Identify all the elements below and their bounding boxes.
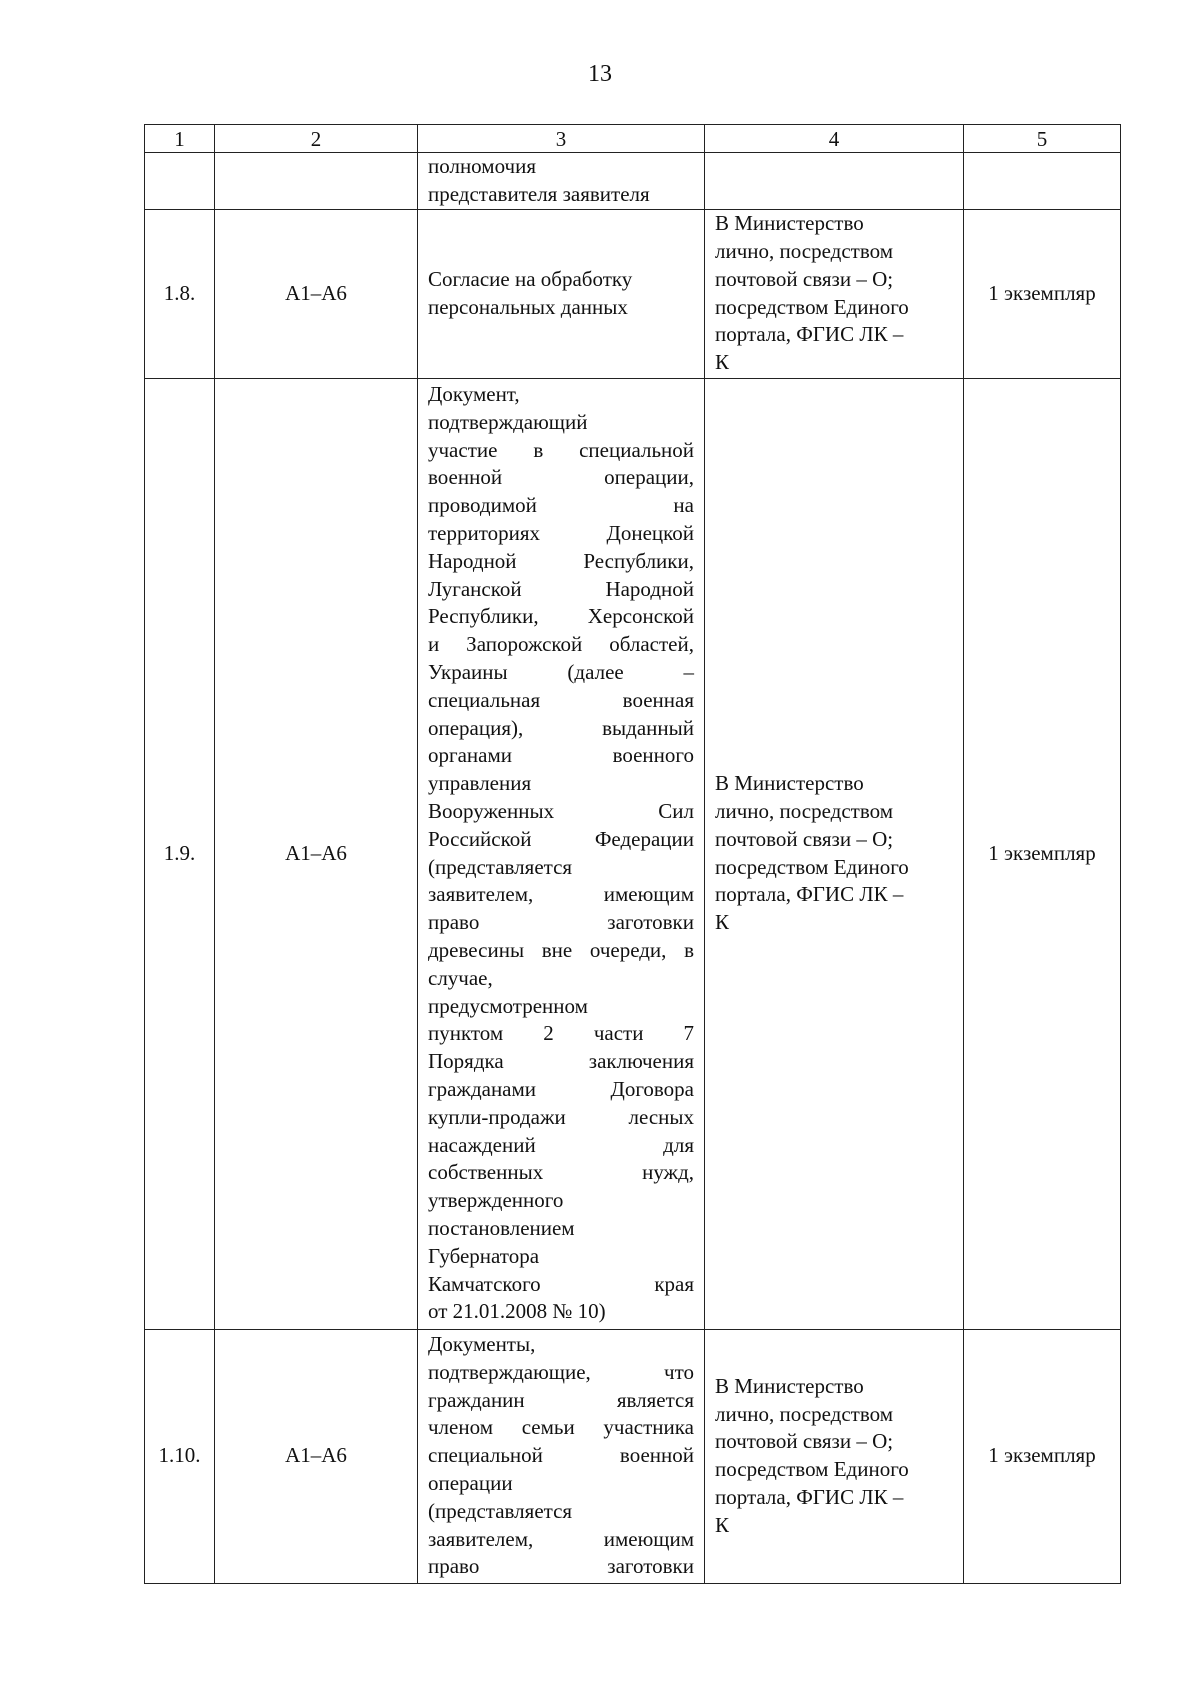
delivery-line: К	[715, 350, 730, 375]
description-line: гражданин является	[428, 1387, 694, 1412]
column-number-2: 2	[215, 125, 418, 153]
column-number-3: 3	[418, 125, 705, 153]
table-row	[145, 1329, 1121, 1583]
description-line: Камчатского края	[428, 1271, 694, 1296]
description-line: насаждений для	[428, 1132, 694, 1157]
description-line: пунктом 2 части 7	[428, 1021, 694, 1046]
description-line: (представляется	[428, 1498, 573, 1523]
description-line: специальная военная	[428, 687, 694, 712]
description-line: право заготовки	[428, 1554, 694, 1579]
delivery-line: К	[715, 910, 730, 935]
description-line: Российской Федерации	[428, 826, 694, 851]
table-row	[145, 209, 1121, 378]
description-line: Губернатора	[428, 1243, 540, 1268]
description-line: персональных данных	[428, 294, 628, 319]
delivery-line: лично, посредством	[715, 1401, 893, 1426]
description-line: и Запорожской областей,	[428, 632, 694, 657]
applicant-codes-cell	[215, 153, 418, 210]
delivery-line: посредством Единого	[715, 1457, 909, 1482]
description-line: древесины вне очереди, в	[428, 937, 694, 962]
description-line: членом семьи участника	[428, 1415, 694, 1440]
description-line: военной операции,	[428, 465, 694, 490]
description-line: Вооруженных Сил	[428, 799, 694, 823]
description-line: предусмотренном	[428, 993, 588, 1018]
delivery-line: портала, ФГИС ЛК –	[715, 882, 904, 907]
delivery-method-cell	[705, 1329, 964, 1583]
description-line: заявителем, имеющим	[428, 1526, 694, 1551]
description-line: купли-продажи лесных	[428, 1104, 694, 1129]
applicant-codes-cell: А1–А6	[215, 378, 418, 1329]
description-line: право заготовки	[428, 910, 694, 935]
description-line: управления	[428, 771, 532, 796]
description-line: операция), выданный	[428, 715, 694, 740]
delivery-line: К	[715, 1512, 730, 1537]
description-line: операции	[428, 1470, 513, 1495]
delivery-line: почтовой связи – О;	[715, 266, 894, 291]
description-line: Украины (далее –	[428, 660, 694, 685]
column-number-1: 1	[145, 125, 215, 153]
description-line: (представляется	[428, 854, 573, 879]
column-number-row	[145, 125, 1121, 153]
applicant-codes-cell: А1–А6	[215, 1329, 418, 1583]
description-line: от 21.01.2008 № 10)	[428, 1299, 606, 1324]
description-line: заявителем, имеющим	[428, 882, 694, 907]
row-number-cell	[145, 153, 215, 210]
description-line: утвержденного	[428, 1188, 564, 1213]
column-number-4: 4	[705, 125, 964, 153]
delivery-method-cell	[705, 209, 964, 378]
copies-cell	[964, 153, 1121, 210]
document-description-cell	[418, 1329, 705, 1583]
description-line: постановлением	[428, 1215, 575, 1240]
copies-cell: 1 экземпляр	[964, 209, 1121, 378]
documents-table	[144, 124, 1121, 1584]
description-line: специальной военной	[428, 1443, 694, 1468]
description-line: Республики, Херсонской	[428, 604, 694, 629]
delivery-line: посредством Единого	[715, 854, 909, 879]
description-line: органами военного	[428, 743, 694, 768]
description-line: случае,	[428, 965, 493, 990]
description-line: подтверждающий	[428, 409, 588, 434]
table-row	[145, 378, 1121, 1329]
description-line: полномочия	[428, 154, 536, 178]
delivery-line: портала, ФГИС ЛК –	[715, 1484, 904, 1509]
description-line: Порядка заключения	[428, 1049, 694, 1074]
delivery-line: почтовой связи – О;	[715, 1429, 894, 1454]
description-line: Документы,	[428, 1332, 536, 1356]
delivery-line: В Министерство	[715, 211, 864, 236]
delivery-method-cell	[705, 378, 964, 1329]
description-line: собственных нужд,	[428, 1160, 694, 1185]
delivery-line: В Министерство	[715, 771, 864, 796]
document-description-cell	[418, 209, 705, 378]
table-row-continuation	[145, 153, 1121, 210]
row-number-cell: 1.10.	[145, 1329, 215, 1583]
row-number-cell: 1.9.	[145, 378, 215, 1329]
delivery-line: лично, посредством	[715, 799, 893, 823]
description-line: территориях Донецкой	[428, 521, 694, 546]
description-line: участие в специальной	[428, 437, 694, 462]
description-line: Согласие на обработку	[428, 266, 633, 291]
delivery-line: лично, посредством	[715, 239, 893, 263]
copies-cell: 1 экземпляр	[964, 1329, 1121, 1583]
row-number-cell: 1.8.	[145, 209, 215, 378]
copies-cell: 1 экземпляр	[964, 378, 1121, 1329]
delivery-line: В Министерство	[715, 1373, 864, 1398]
description-line: представителя заявителя	[428, 181, 650, 206]
description-line: Документ,	[428, 382, 520, 407]
delivery-line: портала, ФГИС ЛК –	[715, 322, 904, 347]
document-description-cell	[418, 378, 705, 1329]
description-line: Народной Республики,	[428, 548, 694, 573]
description-line: проводимой на	[428, 493, 694, 518]
delivery-method-cell	[705, 153, 964, 210]
document-description-cell	[418, 153, 705, 210]
description-line: гражданами Договора	[428, 1076, 694, 1101]
column-number-5: 5	[964, 125, 1121, 153]
delivery-line: почтовой связи – О;	[715, 826, 894, 851]
applicant-codes-cell: А1–А6	[215, 209, 418, 378]
description-line: Луганской Народной	[428, 576, 694, 601]
page-number: 13	[588, 61, 612, 87]
description-line: подтверждающие, что	[428, 1359, 694, 1384]
delivery-line: посредством Единого	[715, 294, 909, 319]
